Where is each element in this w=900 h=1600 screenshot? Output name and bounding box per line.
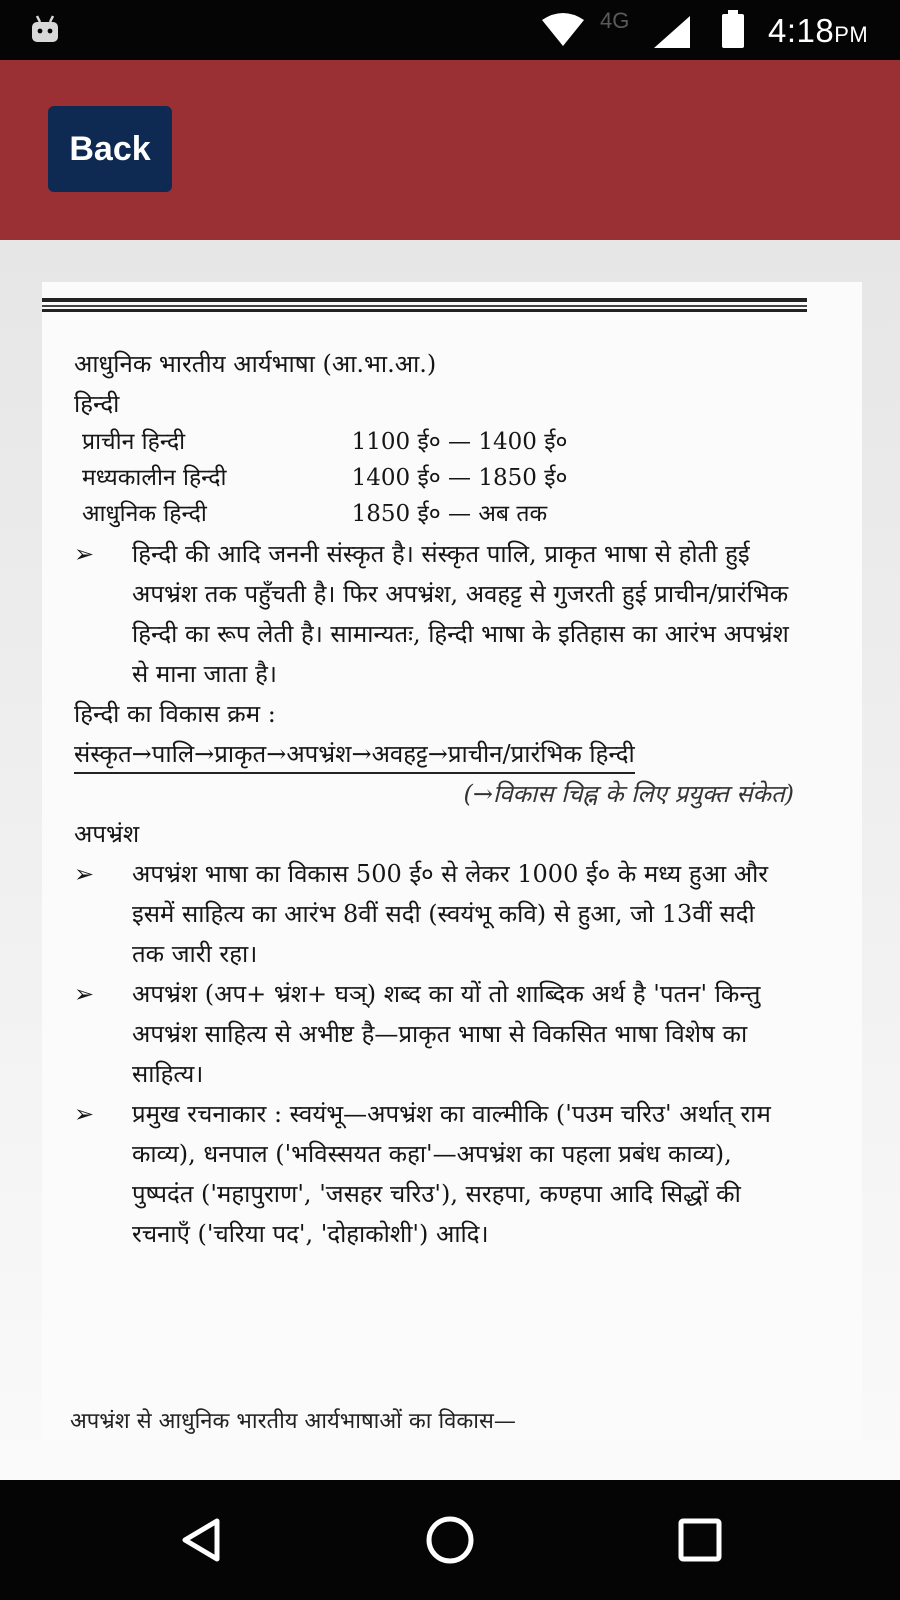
- apabhramsha-heading: अपभ्रंश: [74, 820, 140, 848]
- page-text: [74, 344, 794, 1254]
- scanned-page: [42, 282, 862, 1440]
- content-area[interactable]: [0, 240, 900, 1480]
- battery-icon: [720, 10, 746, 50]
- bullet-item: [74, 1094, 794, 1254]
- nav-home-button[interactable]: [414, 1504, 486, 1576]
- document-title: आधुनिक भारतीय आर्यभाषा (आ.भा.आ.): [74, 350, 437, 378]
- app-header: [0, 60, 900, 240]
- period-range: 1400 ई० — 1850 ई०: [351, 465, 568, 491]
- bullet-item: [74, 974, 794, 1094]
- signal-icon: [652, 14, 692, 50]
- chain-note: (→विकास चिह्न के लिए प्रयुक्त संकेत): [463, 780, 794, 808]
- bullet-arrow-icon: ➢: [74, 540, 95, 568]
- period-row: [82, 424, 642, 460]
- period-name: मध्यकालीन हिन्दी: [82, 465, 227, 491]
- clock: [768, 12, 868, 50]
- android-icon: [30, 14, 60, 44]
- development-heading: हिन्दी का विकास क्रम :: [74, 700, 276, 728]
- status-bar: [0, 0, 900, 60]
- period-range: 1100 ई० — 1400 ई०: [351, 429, 568, 455]
- bullet-arrow-icon: ➢: [74, 860, 95, 888]
- nav-recents-button[interactable]: [664, 1504, 736, 1576]
- home-circle-icon: [423, 1513, 477, 1567]
- period-row: [82, 496, 642, 532]
- period-name: प्राचीन हिन्दी: [82, 429, 186, 455]
- development-chain: संस्कृत→पालि→प्राकृत→अपभ्रंश→अवहट्ट→प्राचीन/प्रारंभिक हिन्दी: [74, 736, 635, 774]
- bullet-text: अपभ्रंश (अप+ भ्रंश+ घञ्) शब्द का यों तो शाब्दिक अर्थ है 'पतन' किन्तु अपभ्रंश साहित्य से अभीष्ट है—प्राकृत भाषा से विकसित भाषा विशेष का साहित्य।: [132, 980, 761, 1088]
- bullet-arrow-icon: ➢: [74, 1100, 95, 1128]
- bullet-arrow-icon: ➢: [74, 980, 95, 1008]
- period-table: [82, 424, 642, 532]
- recents-square-icon: [676, 1516, 724, 1564]
- back-triangle-icon: [177, 1515, 227, 1565]
- bullet-item: [74, 854, 794, 974]
- period-name: आधुनिक हिन्दी: [82, 501, 207, 527]
- period-row: [82, 460, 642, 496]
- bullet-item: [74, 534, 794, 694]
- wifi-icon: [540, 12, 586, 48]
- clock-ampm: PM: [834, 22, 869, 47]
- clock-time: 4:18: [768, 12, 835, 49]
- partial-last-line: अपभ्रंश से आधुनिक भारतीय आर्यभाषाओं का विकास—: [70, 1409, 516, 1434]
- network-type: 4G: [600, 8, 630, 33]
- period-range: 1850 ई० — अब तक: [351, 501, 548, 527]
- bullet-text: प्रमुख रचनाकार : स्वयंभू—अपभ्रंश का वाल्मीकि ('पउम चरिउ' अर्थात् राम काव्य), धनपाल ('भविस्सयत कहा'—अपभ्रंश का पहला प्रबंध काव्य), पुष्पदंत ('महापुराण', 'जसहर चरिउ'), सरहपा, कण्हपा आदि सिद्धों की रचनाएँ ('चरिया पद', 'दोहाकोशी') आदि।: [132, 1100, 771, 1248]
- bullet-text: अपभ्रंश भाषा का विकास 500 ई० से लेकर 1000 ई० के मध्य हुआ और इसमें साहित्य का आरंभ 8वीं सदी (स्वयंभू कवि) से हुआ, जो 13वीं सदी तक जारी रहा।: [132, 860, 769, 968]
- navigation-bar: [0, 1480, 900, 1600]
- document-subtitle: हिन्दी: [74, 390, 120, 418]
- back-button[interactable]: Back: [48, 106, 172, 192]
- page-top-rule: [42, 296, 807, 314]
- bullet-text: हिन्दी की आदि जननी संस्कृत है। संस्कृत पालि, प्राकृत भाषा से होती हुई अपभ्रंश तक पहुँचती है। फिर अपभ्रंश, अवहट्ट से गुजरती हुई प्राचीन/प्रारंभिक हिन्दी का रूप लेती है। सामान्यतः, हिन्दी भाषा के इतिहास का आरंभ अपभ्रंश से माना जाता है।: [132, 540, 789, 688]
- nav-back-button[interactable]: [166, 1504, 238, 1576]
